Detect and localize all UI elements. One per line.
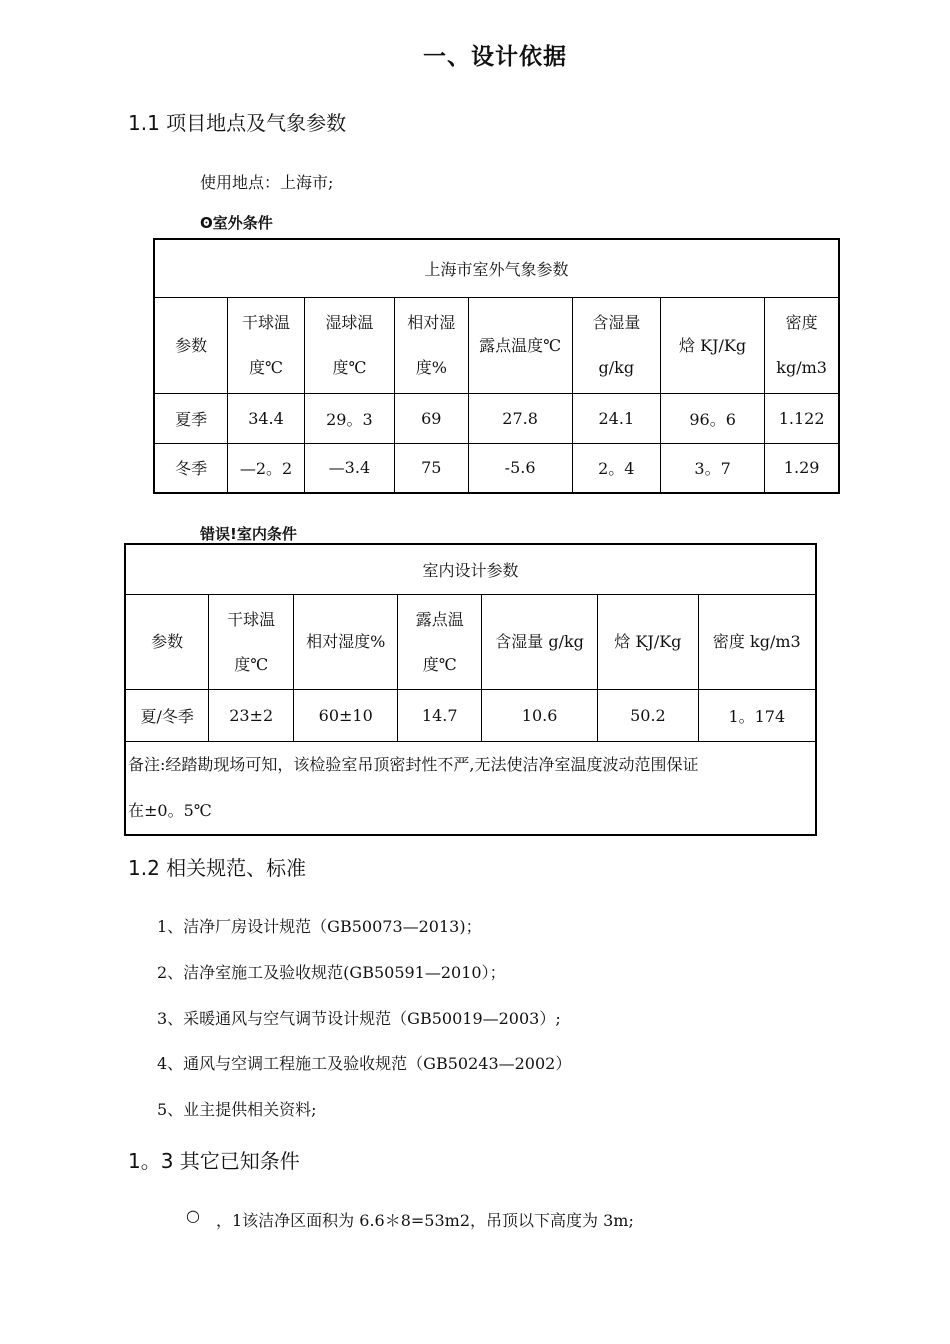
table-cell: 96。6 xyxy=(660,393,764,443)
section-heading-1-2: 1.2 相关规范、标准 xyxy=(128,856,307,880)
table-cell: 23±2 xyxy=(209,689,294,741)
header-cell: 相对湿度% xyxy=(293,594,398,689)
table-row xyxy=(154,393,839,443)
table-row xyxy=(125,689,816,741)
caption-indoor: 错误!室内条件 xyxy=(200,525,297,543)
standard-list-item: 5、业主提供相关资料; xyxy=(157,1100,317,1119)
table-cell: —2。2 xyxy=(228,443,304,493)
table-note: 备注:经踏勘现场可知，该检验室吊顶密封性不严,无法使洁净室温度波动范围保证 在±0。5℃ xyxy=(125,741,816,835)
table-cell: 1.122 xyxy=(765,393,839,443)
table-cell: 50.2 xyxy=(598,689,698,741)
header-cell: 露点温度℃ xyxy=(468,297,572,393)
header-cell: 焓 KJ/Kg xyxy=(660,297,764,393)
row-label: 冬季 xyxy=(154,443,228,493)
header-cell: 参数 xyxy=(125,594,209,689)
outdoor-table-title: 上海市室外气象参数 xyxy=(154,239,839,297)
indoor-table-title: 室内设计参数 xyxy=(125,544,816,594)
table-cell: 3。7 xyxy=(660,443,764,493)
table-cell: 69 xyxy=(395,393,468,443)
table-cell: 1.29 xyxy=(765,443,839,493)
table-cell: 1。174 xyxy=(698,689,816,741)
row-label: 夏季 xyxy=(154,393,228,443)
known-condition-item: ，1该洁净区面积为 6.6＊8=53m2，吊顶以下高度为 3m; xyxy=(216,1211,634,1230)
table-cell: -5.6 xyxy=(468,443,572,493)
table-cell: 29。3 xyxy=(304,393,394,443)
table-cell: 10.6 xyxy=(481,689,597,741)
table-cell: 27.8 xyxy=(468,393,572,443)
header-cell: 含湿量 g/kg xyxy=(572,297,660,393)
table-cell: 34.4 xyxy=(228,393,304,443)
table-row xyxy=(154,443,839,493)
table-cell: 60±10 xyxy=(293,689,398,741)
table-cell: —3.4 xyxy=(304,443,394,493)
standard-list-item: 2、洁净室施工及验收规范(GB50591—2010）； xyxy=(157,963,506,982)
caption-outdoor: ʘ室外条件 xyxy=(200,214,273,232)
row-label: 夏/冬季 xyxy=(125,689,209,741)
header-cell: 干球温 度℃ xyxy=(209,594,294,689)
header-cell: 参数 xyxy=(154,297,228,393)
table-cell: 24.1 xyxy=(572,393,660,443)
section-heading-1-3: 1。3 其它已知条件 xyxy=(128,1149,300,1173)
page-title: 一、设计依据 xyxy=(423,44,567,70)
bullet-circle-icon: ○ xyxy=(186,1206,200,1225)
standard-list-item: 3、采暖通风与空气调节设计规范（GB50019—2003）; xyxy=(157,1009,561,1028)
header-cell: 含湿量 g/kg xyxy=(481,594,597,689)
header-cell: 密度 kg/m3 xyxy=(765,297,839,393)
header-cell: 露点温 度℃ xyxy=(398,594,482,689)
outdoor-parameters-table xyxy=(153,238,840,494)
reference-icon: ʘ xyxy=(200,214,213,232)
standard-list-item: 1、洁净厂房设计规范（GB50073—2013)； xyxy=(157,917,482,936)
standard-list-item: 4、通风与空调工程施工及验收规范（GB50243—2002） xyxy=(157,1054,572,1073)
table-cell: 75 xyxy=(395,443,468,493)
header-cell: 湿球温 度℃ xyxy=(304,297,394,393)
indoor-parameters-table xyxy=(124,543,817,836)
header-cell: 干球温 度℃ xyxy=(228,297,304,393)
table-cell: 14.7 xyxy=(398,689,482,741)
header-cell: 密度 kg/m3 xyxy=(698,594,816,689)
header-cell: 焓 KJ/Kg xyxy=(598,594,698,689)
header-cell: 相对湿 度% xyxy=(395,297,468,393)
section-heading-1-1: 1.1 项目地点及气象参数 xyxy=(128,111,347,135)
table-cell: 2。4 xyxy=(572,443,660,493)
location-text: 使用地点：上海市; xyxy=(200,173,334,192)
